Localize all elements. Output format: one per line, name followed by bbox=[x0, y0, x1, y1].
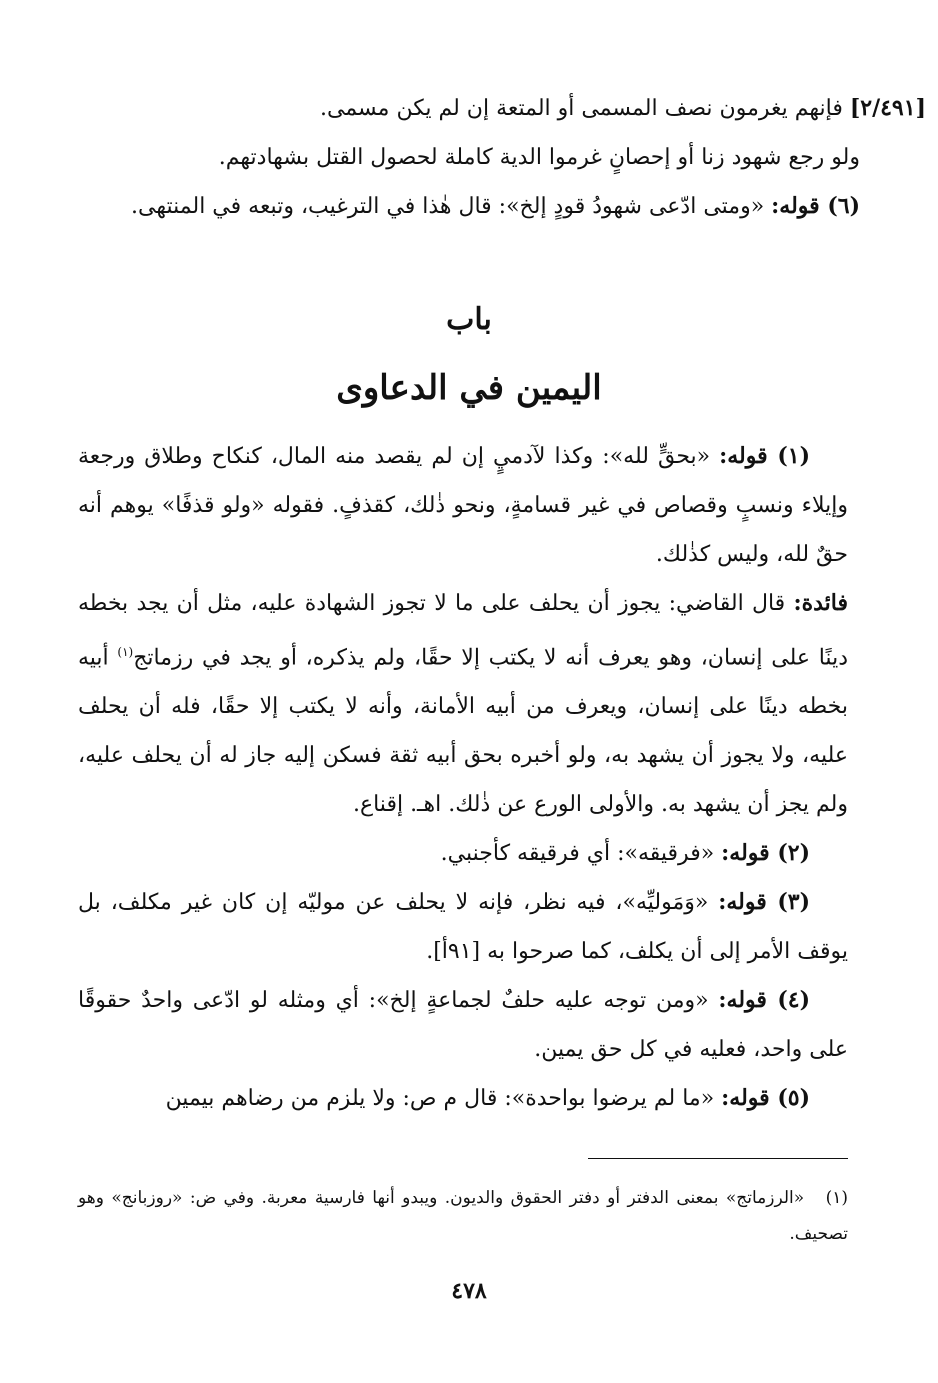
note-2 bbox=[78, 829, 848, 878]
note-1-label: (١) قوله: bbox=[719, 443, 810, 469]
chapter-title: اليمين في الدعاوى bbox=[336, 368, 602, 408]
page-number: ٤٧٨ bbox=[451, 1278, 487, 1304]
note-5-text: «ما لم يرضوا بواحدة»: قال م ص: ولا يلزم من رضاهم بيمين bbox=[165, 1086, 715, 1112]
benefit-label: فائدة: bbox=[793, 590, 848, 616]
footnote bbox=[78, 1180, 848, 1252]
benefit-text-a: قال القاضي: يجوز أن يحلف على ما لا تجوز الشهادة عليه، مثل أن يجد بخطه دينًا على إنسان، وهو يعرف أنه لا يكتب إلا حقًا، ولم يذكره، أو يجد في رزماتج bbox=[78, 591, 848, 671]
note-4-text: «ومن توجه عليه حلفٌ لجماعةٍ إلخ»: أي ومثله لو ادّعى واحدٌ حقوقًا على واحد، فعليه في كل حق يمين. bbox=[78, 988, 848, 1063]
footnote-marker: (١) bbox=[117, 645, 134, 659]
continuation-block bbox=[78, 84, 926, 231]
continuation-line-1 bbox=[78, 84, 926, 133]
continuation-line-2: ولو رجع شهود زنا أو إحصانٍ غرموا الدية كاملة لحصول القتل بشهادتهم. bbox=[218, 145, 860, 170]
benefit-paragraph bbox=[78, 579, 848, 829]
note-5 bbox=[78, 1074, 848, 1123]
footnote-text: «الرزماتج» بمعنى الدفتر أو دفتر الحقوق والديون. ويبدو أنها فارسية معربة. وفي ض: «روزبانج» وهو تصحيف. bbox=[78, 1188, 848, 1244]
note-2-text: «فرقيقه»: أي فرقيقه كأجنبي. bbox=[440, 841, 715, 867]
chapter-label: باب bbox=[446, 302, 492, 337]
note-2-label: (٢) قوله: bbox=[721, 840, 810, 867]
note-6-label: (٦) قوله: bbox=[771, 193, 860, 219]
note-6 bbox=[78, 182, 926, 231]
note-5-label: (٥) قوله: bbox=[721, 1085, 810, 1112]
footnote-divider bbox=[588, 1158, 848, 1159]
continuation-text: فإنهم يغرمون نصف المسمى أو المتعة إن لم يكن مسمى. bbox=[320, 96, 843, 121]
note-1 bbox=[78, 432, 848, 579]
note-3-text: «وَمَوليِّه»، فيه نظر، فإنه لا يحلف عن موليّه إن كان غير مكلف، بل يوقف الأمر إلى أن يكلف، كما صرحوا به [٩١أ]. bbox=[78, 890, 848, 965]
benefit-text-b: أبيه بخطه دينًا على إنسان، ويعرف من أبيه الأمانة، وأنه لا يكتب إلا حقًا، فله أن يحلف عليه، ولا يجوز أن يشهد به، ولو أخبره بحق أبيه ثقة فسكن إليه جاز له أن يحلف عليه، ولم يجز أن يشهد به. والأولى الورع عن ذٰلك. اهـ. إقناع. bbox=[78, 645, 848, 818]
page-reference: [٢/٤٩١] bbox=[849, 95, 926, 121]
footnote-number: (١) bbox=[825, 1188, 849, 1208]
note-1-text: «بحقٍّ لله»: وكذا لآدميٍ إن لم يقصد منه المال، كنكاح وطلاق ورجعة وإيلاء ونسبٍ وقصاص في غير قسامةٍ، ونحو ذٰلك، كقذفٍ. فقوله «ولو قذفًا» يوهم أنه حقٌ لله، وليس كذٰلك. bbox=[78, 444, 848, 567]
note-4 bbox=[78, 976, 848, 1074]
note-3-label: (٣) قوله: bbox=[718, 889, 810, 916]
note-6-text: «ومتى ادّعى شهودُ قودٍ إلخ»: قال هٰذا في الترغيب، وتبعه في المنتهى. bbox=[131, 194, 765, 219]
main-text bbox=[78, 432, 848, 1123]
note-4-label: (٤) قوله: bbox=[718, 987, 810, 1014]
note-3 bbox=[78, 878, 848, 976]
